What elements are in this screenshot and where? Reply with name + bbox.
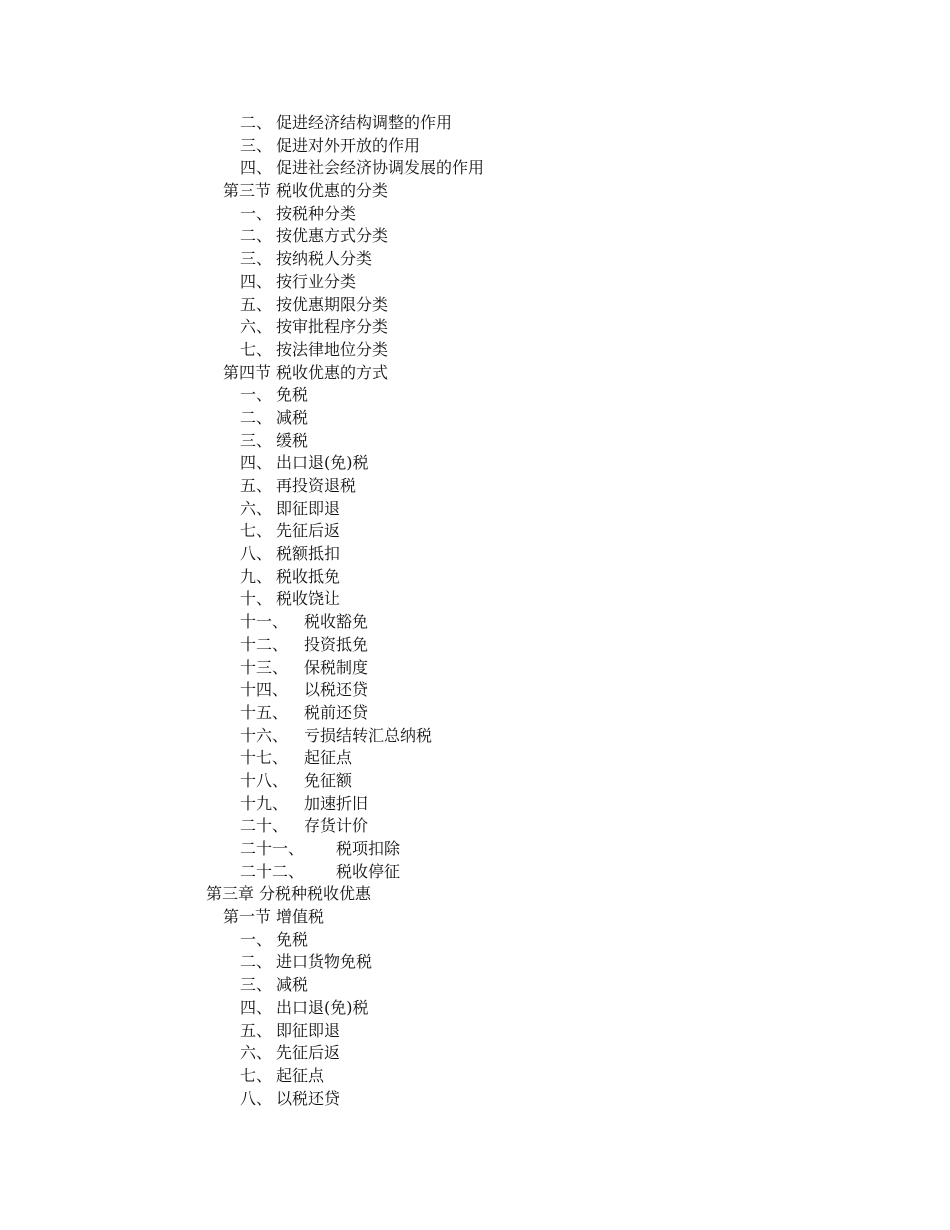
toc-entry-title: 以税还贷: [276, 1088, 341, 1108]
toc-entry-number: 二十二、: [240, 861, 305, 881]
toc-item-entry: [0, 1088, 950, 1111]
toc-item-entry: [0, 1042, 950, 1065]
toc-entry-number: 十八、: [240, 770, 289, 790]
toc-entry-title: 再投资退税: [276, 476, 357, 495]
toc-entry-title: 促进经济结构调整的作用: [276, 113, 453, 132]
toc-entry-number: 九、: [240, 566, 273, 586]
toc-entry-number: 六、: [240, 317, 273, 337]
toc-entry-number: 十六、: [240, 725, 289, 745]
toc-entry-title: 税收饶让: [276, 589, 341, 609]
toc-entry-number: 六、: [240, 1043, 273, 1063]
toc-entry-number: 三、: [240, 135, 273, 155]
toc-entry-number: 十一、: [240, 612, 289, 632]
toc-section-entry: [0, 362, 950, 385]
toc-entry-title: 税收停征: [336, 861, 401, 881]
toc-item-entry: [0, 838, 950, 861]
toc-item-entry: [0, 271, 950, 294]
toc-entry-title: 减税: [276, 975, 309, 995]
toc-item-entry: [0, 316, 950, 339]
toc-item-entry: [0, 679, 950, 702]
toc-item-entry: [0, 815, 950, 838]
toc-entry-number: 五、: [240, 1020, 273, 1040]
toc-item-entry: [0, 407, 950, 430]
toc-entry-title: 进口货物免税: [276, 952, 373, 972]
toc-entry-number: 三、: [240, 975, 273, 995]
toc-entry-number: 二、: [240, 226, 273, 246]
toc-entry-number: 十二、: [240, 634, 289, 654]
toc-entry-title: 按纳税人分类: [276, 249, 373, 269]
toc-entry-title: 即征即退: [276, 1020, 341, 1040]
table-of-contents: [0, 112, 950, 1110]
toc-entry-number: 七、: [240, 521, 273, 541]
toc-item-entry: [0, 430, 950, 453]
toc-item-entry: [0, 452, 950, 475]
toc-item-entry: [0, 611, 950, 634]
toc-entry-number: 第三节: [223, 181, 272, 201]
toc-entry-number: 十三、: [240, 657, 289, 677]
toc-entry-number: 十五、: [240, 702, 289, 722]
toc-entry-number: 一、: [240, 203, 273, 223]
toc-entry-title: 按优惠方式分类: [276, 226, 389, 246]
toc-entry-number: 五、: [240, 294, 273, 314]
toc-entry-number: 四、: [240, 453, 273, 473]
toc-section-entry: [0, 906, 950, 929]
toc-section-entry: [0, 180, 950, 203]
toc-entry-number: 七、: [240, 339, 273, 359]
toc-entry-title: 增值税: [276, 907, 325, 927]
toc-entry-number: 四、: [240, 158, 273, 178]
toc-item-entry: [0, 747, 950, 770]
toc-item-entry: [0, 657, 950, 680]
toc-entry-number: 第三章: [206, 884, 255, 904]
toc-entry-number: 七、: [240, 1065, 273, 1085]
toc-item-entry: [0, 498, 950, 521]
toc-entry-title: 投资抵免: [304, 634, 369, 654]
toc-entry-title: 按法律地位分类: [276, 339, 389, 359]
toc-entry-title: 税收豁免: [304, 612, 369, 632]
toc-entry-title: 税收抵免: [276, 566, 341, 586]
toc-entry-number: 十七、: [240, 748, 289, 768]
toc-entry-title: 存货计价: [304, 816, 369, 836]
toc-entry-title: 起征点: [276, 1065, 325, 1085]
toc-entry-number: 二、: [240, 952, 273, 972]
toc-entry-title: 即征即退: [276, 498, 341, 518]
toc-entry-title: 缓税: [276, 430, 309, 450]
toc-entry-title: 免税: [276, 385, 309, 405]
toc-item-entry: [0, 793, 950, 816]
toc-entry-number: 四、: [240, 997, 273, 1017]
toc-item-entry: [0, 225, 950, 248]
toc-item-entry: [0, 861, 950, 884]
toc-item-entry: [0, 997, 950, 1020]
toc-item-entry: [0, 929, 950, 952]
toc-entry-title: 先征后返: [276, 521, 341, 541]
toc-entry-number: 十九、: [240, 793, 289, 813]
toc-item-entry: [0, 588, 950, 611]
toc-entry-title: 按税种分类: [276, 203, 357, 223]
toc-entry-title: 免征额: [304, 770, 353, 790]
toc-entry-title: 按审批程序分类: [276, 317, 389, 337]
toc-entry-number: 十四、: [240, 680, 289, 700]
toc-entry-title: 减税: [276, 407, 309, 427]
toc-entry-title: 加速折旧: [304, 793, 369, 813]
toc-entry-title: 按行业分类: [276, 271, 357, 291]
toc-item-entry: [0, 112, 950, 135]
toc-item-entry: [0, 157, 950, 180]
toc-entry-number: 十、: [240, 589, 273, 609]
toc-item-entry: [0, 384, 950, 407]
toc-entry-title: 促进对外开放的作用: [276, 135, 421, 155]
toc-entry-number: 二、: [240, 407, 273, 427]
toc-item-entry: [0, 475, 950, 498]
toc-entry-title: 起征点: [304, 748, 353, 768]
toc-entry-number: 八、: [240, 1088, 273, 1108]
toc-entry-title: 出口退(免)税: [276, 997, 369, 1017]
toc-entry-number: 第四节: [223, 362, 272, 382]
toc-entry-number: 一、: [240, 929, 273, 949]
toc-item-entry: [0, 520, 950, 543]
toc-entry-title: 免税: [276, 929, 309, 949]
toc-chapter-entry: [0, 883, 950, 906]
toc-item-entry: [0, 203, 950, 226]
toc-entry-number: 二十、: [240, 816, 289, 836]
toc-entry-title: 税项扣除: [336, 839, 401, 858]
toc-entry-title: 促进社会经济协调发展的作用: [276, 158, 485, 178]
toc-entry-title: 税额抵扣: [276, 544, 341, 564]
toc-entry-title: 出口退(免)税: [276, 453, 369, 473]
toc-entry-number: 一、: [240, 385, 273, 405]
toc-entry-number: 四、: [240, 271, 273, 291]
toc-item-entry: [0, 566, 950, 589]
toc-entry-number: 八、: [240, 544, 273, 564]
toc-entry-title: 先征后返: [276, 1043, 341, 1063]
toc-item-entry: [0, 1065, 950, 1088]
toc-item-entry: [0, 135, 950, 158]
toc-entry-title: 税收优惠的方式: [276, 362, 389, 382]
toc-item-entry: [0, 339, 950, 362]
toc-entry-number: 第一节: [223, 907, 272, 927]
toc-entry-title: 税前还贷: [304, 702, 369, 722]
toc-entry-title: 税收优惠的分类: [276, 181, 389, 201]
toc-entry-number: 六、: [240, 498, 273, 518]
toc-entry-title: 保税制度: [304, 657, 369, 677]
toc-item-entry: [0, 702, 950, 725]
toc-item-entry: [0, 770, 950, 793]
toc-entry-title: 按优惠期限分类: [276, 294, 389, 314]
toc-entry-number: 五、: [240, 476, 273, 495]
toc-entry-title: 以税还贷: [304, 680, 369, 700]
toc-entry-number: 二、: [240, 113, 273, 132]
toc-entry-number: 二十一、: [240, 839, 305, 858]
toc-item-entry: [0, 248, 950, 271]
toc-entry-number: 三、: [240, 430, 273, 450]
toc-item-entry: [0, 951, 950, 974]
toc-item-entry: [0, 634, 950, 657]
toc-item-entry: [0, 294, 950, 317]
toc-entry-title: 亏损结转汇总纳税: [304, 725, 433, 745]
toc-item-entry: [0, 725, 950, 748]
toc-entry-title: 分税种税收优惠: [259, 884, 372, 904]
toc-item-entry: [0, 974, 950, 997]
toc-item-entry: [0, 1020, 950, 1043]
toc-item-entry: [0, 543, 950, 566]
toc-entry-number: 三、: [240, 249, 273, 269]
